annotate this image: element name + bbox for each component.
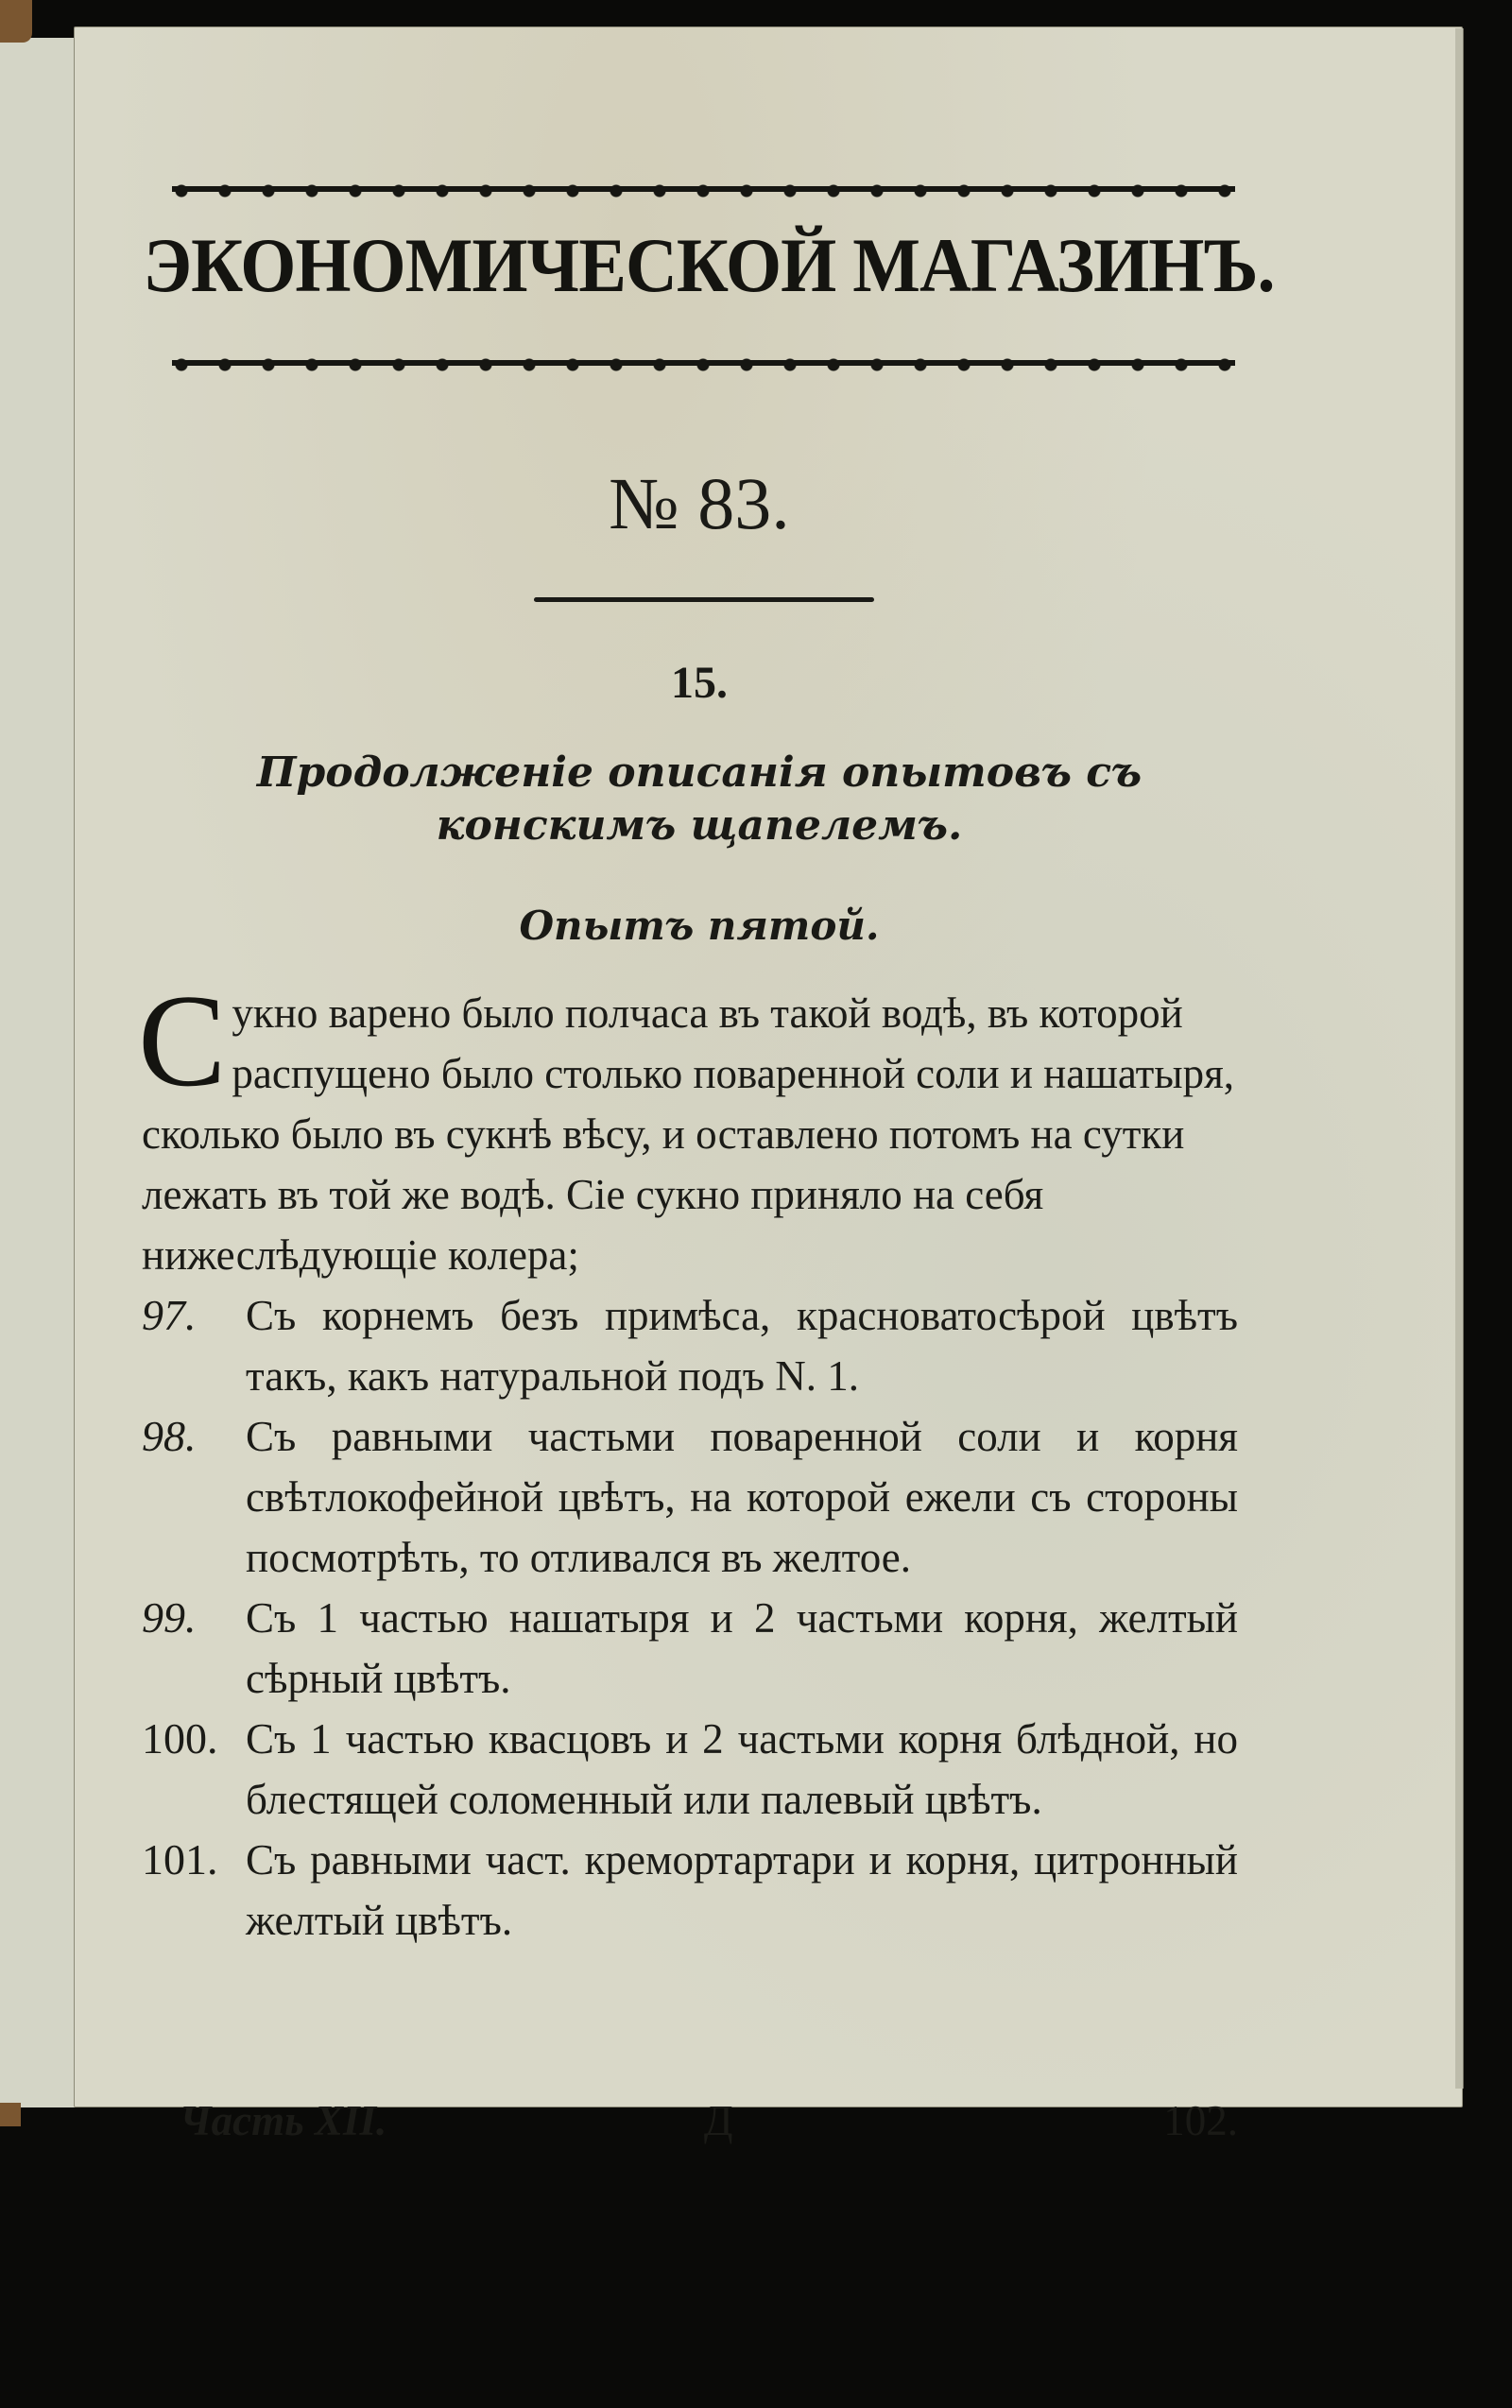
signature-mark: Д [703, 2097, 733, 2144]
item-text: Съ 1 частью квасцовъ и 2 частьми корня блѣдной, но блестящей соломенный или палевый цвѣтъ. [246, 1715, 1238, 1823]
intro-text: укно варено было полчаса въ такой водѣ, въ которой распущено было столько поваренной соли и нашатыря, сколько было въ сукнѣ вѣсу, и оставлено потомъ на сутки лежать въ той же водѣ. Сіе сукно приняло на себя нижеслѣдующіе колера; [142, 989, 1235, 1279]
item-number: 97. [142, 1291, 197, 1339]
list-item [142, 1588, 1238, 1709]
page-edge-right [1455, 28, 1464, 2089]
intro-paragraph [138, 968, 1238, 1285]
issue-number: № 83. [609, 462, 790, 544]
binding-corner-bottom [0, 2103, 21, 2126]
item-number: 98. [142, 1412, 197, 1460]
section-number: 15. [671, 658, 728, 708]
ornamental-border-top [172, 178, 1235, 200]
item-text: Съ равными част. кремортартари и корня, цитронный желтый цвѣтъ. [246, 1836, 1238, 1944]
item-number: 101. [142, 1835, 218, 1883]
item-text: Съ корнемъ безъ примѣса, красноватосѣрой цвѣтъ такъ, какъ натуральной подъ N. 1. [246, 1292, 1238, 1400]
list-item [142, 1709, 1238, 1830]
binding-corner-top [0, 0, 32, 43]
experiment-subheading: Опытъ пятой. [519, 903, 880, 949]
article-body [138, 968, 1238, 1951]
page-footer [180, 2096, 1238, 2145]
facing-page-edge [0, 38, 79, 2107]
horizontal-rule [534, 597, 874, 602]
article-title: Продолженіе описанія опытовъ съ конскимъ щапелемъ. [256, 748, 1143, 850]
volume-part: Часть XII. [180, 2097, 387, 2144]
page-number: 102. [1163, 2097, 1238, 2144]
list-item [142, 1285, 1238, 1406]
item-text: Съ равными частьми поваренной соли и корня свѣтлокофейной цвѣтъ, на которой ежели съ стороны посмотрѣть, то отливался въ желтое. [246, 1413, 1238, 1581]
list-item [142, 1830, 1238, 1951]
drop-cap: С [138, 968, 227, 1114]
masthead-title: ЭКОНОМИЧЕСКОЙ МАГАЗИНЪ. [143, 222, 1275, 309]
list-item [142, 1406, 1238, 1588]
item-number: 99. [142, 1593, 197, 1642]
item-text: Съ 1 частью нашатыря и 2 частьми корня, желтый сѣрный цвѣтъ. [246, 1594, 1238, 1702]
item-number: 100. [142, 1714, 218, 1763]
ornamental-border-bottom [172, 352, 1235, 374]
